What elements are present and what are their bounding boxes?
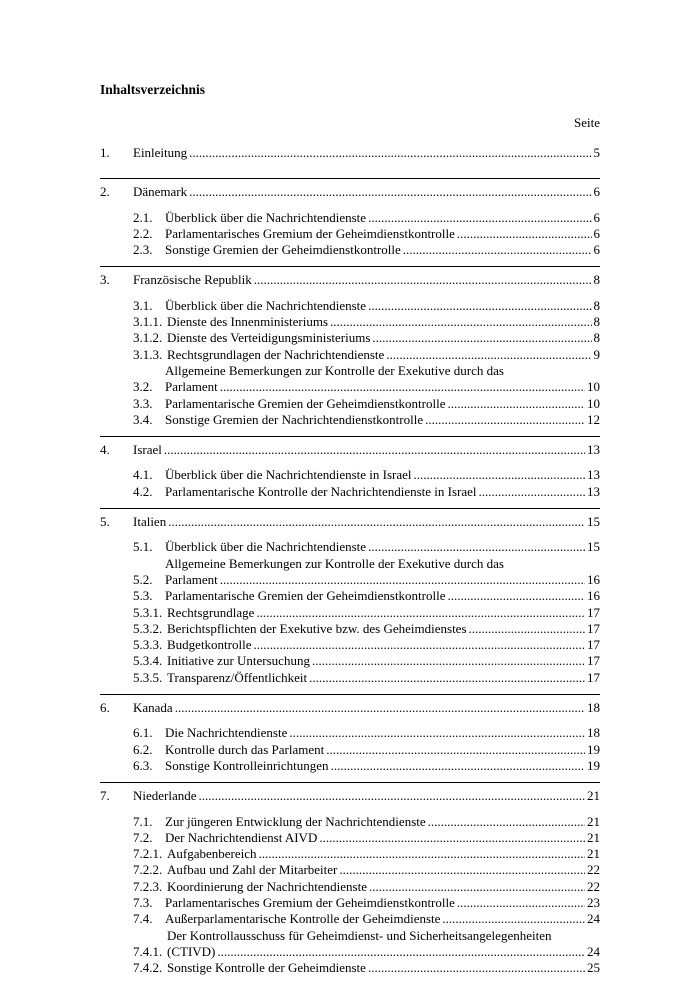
entry-page-number: 16 [587, 588, 600, 604]
dot-leader [447, 396, 585, 412]
toc-subsection-entry [133, 556, 600, 589]
entry-number: 5.3. [133, 588, 153, 604]
entry-number: 7. [100, 788, 110, 804]
toc-subsection-entry [133, 226, 600, 242]
dot-leader [442, 911, 585, 927]
entry-number: 3.1.1. [133, 314, 163, 330]
entry-body [133, 700, 600, 716]
toc-subsection-entry [133, 484, 600, 500]
entry-label: Sonstige Kontrolleinrichtungen [165, 757, 329, 773]
dot-leader [368, 960, 585, 976]
dot-leader [479, 484, 585, 500]
entry-body [165, 814, 600, 830]
entry-number: 6.3. [133, 757, 153, 773]
entry-number: 7.3. [133, 894, 153, 910]
entry-body [165, 895, 600, 911]
entry-number: 7.4. [133, 911, 153, 927]
entry-page-number: 24 [587, 943, 600, 959]
dot-leader [457, 895, 585, 911]
toc-subsection-entry [133, 314, 600, 330]
entry-body [167, 314, 600, 330]
entry-number: 3.2. [133, 379, 153, 395]
entry-body [167, 960, 600, 976]
entry-number: 5.2. [133, 571, 153, 587]
entry-number: 7.2.2. [133, 862, 163, 878]
entry-number: 7.2. [133, 829, 153, 845]
entry-page-number: 21 [587, 788, 600, 804]
entry-label: Sonstige Gremien der Nachrichtendienstkontrolle [165, 411, 424, 427]
page-column-header: Seite [574, 115, 600, 130]
entry-body [167, 653, 600, 669]
entry-number: 3.3. [133, 395, 153, 411]
toc-section [100, 508, 600, 694]
entry-number: 2.3. [133, 242, 153, 258]
dot-leader [254, 637, 586, 653]
dot-leader [368, 298, 591, 314]
entry-number: 3.1.3. [133, 346, 163, 362]
entry-body [165, 363, 600, 396]
entry-body [165, 484, 600, 500]
entry-page-number: 6 [593, 184, 600, 200]
dot-leader [414, 467, 585, 483]
entry-body [133, 145, 600, 161]
entry-page-number: 22 [587, 878, 600, 894]
toc-section-entry [100, 788, 600, 804]
dot-leader [403, 242, 592, 258]
entry-page-number: 10 [587, 395, 600, 411]
entry-number: 5.3.2. [133, 620, 163, 636]
entry-body [165, 725, 600, 741]
entry-body [167, 605, 600, 621]
entry-label: Niederlande [133, 788, 197, 804]
toc-subsection-entry [133, 210, 600, 226]
entry-body [165, 911, 600, 927]
entry-number: 4. [100, 442, 110, 458]
dot-leader [457, 226, 592, 242]
toc-subsection-entry [133, 396, 600, 412]
entry-page-number: 17 [587, 669, 600, 685]
dot-leader [199, 788, 585, 804]
toc-subsection-entry [133, 895, 600, 911]
entry-number: 2.1. [133, 209, 153, 225]
entry-label: Koordinierung der Nachrichtendienste [167, 878, 367, 894]
dot-leader [175, 700, 585, 716]
entry-page-number: 18 [587, 700, 600, 716]
entry-page-number: 19 [587, 741, 600, 757]
dot-leader [220, 379, 585, 395]
toc-subsection-entry [133, 928, 600, 961]
entry-number: 5. [100, 514, 110, 530]
entry-body [165, 226, 600, 242]
entry-number: 7.1. [133, 813, 153, 829]
entry-page-number: 6 [593, 242, 600, 258]
entry-page-number: 17 [587, 604, 600, 620]
toc-subsection-entry [133, 621, 600, 637]
entry-label: Parlamentarisches Gremium der Geheimdienstkontrolle [165, 225, 455, 241]
entry-label: Dienste des Verteidigungsministeriums [167, 330, 371, 346]
toc-subsection-entry [133, 758, 600, 774]
entry-page-number: 18 [587, 725, 600, 741]
entry-body [165, 742, 600, 758]
entry-page-number: 21 [587, 846, 600, 862]
toc-section-entry [100, 700, 600, 716]
entry-number: 7.4.2. [133, 960, 163, 976]
dot-leader [254, 272, 592, 288]
table-of-contents [100, 140, 600, 984]
entry-body [165, 588, 600, 604]
entry-body [167, 846, 600, 862]
entry-page-number: 16 [587, 571, 600, 587]
dot-leader [369, 879, 585, 895]
entry-label: Rechtsgrundlage [167, 604, 255, 620]
entry-number: 5.1. [133, 539, 153, 555]
entry-body [133, 788, 600, 804]
toc-subsection-entry [133, 830, 600, 846]
entry-number: 3.1. [133, 297, 153, 313]
dot-leader [469, 621, 585, 637]
entry-label: Israel [133, 442, 162, 458]
toc-section [100, 694, 600, 782]
dot-leader [168, 514, 585, 530]
entry-body [167, 637, 600, 653]
dot-leader [339, 862, 585, 878]
entry-page-number: 12 [587, 411, 600, 427]
entry-number: 6.2. [133, 741, 153, 757]
entry-label: Transparenz/Öffentlichkeit [167, 669, 308, 685]
toc-subsection-entry [133, 347, 600, 363]
toc-subsection-entry [133, 637, 600, 653]
entry-label: Kanada [133, 700, 173, 716]
toc-subsection-entry [133, 879, 600, 895]
entry-number: 3. [100, 272, 110, 288]
toc-subsection-entry [133, 467, 600, 483]
toc-subsection-entry [133, 412, 600, 428]
dot-leader [289, 725, 585, 741]
toc-subsection-entry [133, 298, 600, 314]
entry-page-number: 8 [593, 330, 600, 346]
toc-section [100, 266, 600, 436]
entry-body [133, 272, 600, 288]
entry-page-number: 13 [587, 442, 600, 458]
entry-label: Parlamentarische Gremien der Geheimdienstkontrolle [165, 395, 446, 411]
entry-body [167, 330, 600, 346]
dot-leader [326, 742, 585, 758]
entry-body [165, 758, 600, 774]
entry-number: 4.1. [133, 467, 153, 483]
entry-label: Dienste des Innenministeriums [167, 314, 329, 330]
dot-leader [164, 442, 585, 458]
entry-body [165, 396, 600, 412]
toc-subsection-entry [133, 588, 600, 604]
toc-subsection-entry [133, 363, 600, 396]
toc-section-entry [100, 442, 600, 458]
entry-number: 2.2. [133, 225, 153, 241]
dot-leader [259, 846, 585, 862]
entry-label: Sonstige Kontrolle der Geheimdienste [167, 960, 366, 976]
entry-page-number: 13 [587, 483, 600, 499]
entry-page-number: 17 [587, 653, 600, 669]
entry-label: Allgemeine Bemerkungen zur Kontrolle der Exekutive durch das [165, 362, 504, 378]
entry-label: Dänemark [133, 184, 188, 200]
toc-subsection-entry [133, 725, 600, 741]
dot-leader [386, 347, 591, 363]
dot-leader [330, 314, 591, 330]
entry-page-number: 10 [587, 379, 600, 395]
toc-section-entry [100, 272, 600, 288]
dot-leader [425, 412, 585, 428]
entry-label-line2: Parlament [165, 571, 218, 587]
entry-number: 5.3.4. [133, 653, 163, 669]
entry-label: Sonstige Gremien der Geheimdienstkontrolle [165, 242, 401, 258]
dot-leader [372, 330, 591, 346]
dot-leader [368, 539, 585, 555]
entry-label: Außerparlamentarische Kontrolle der Geheimdienste [165, 911, 441, 927]
entry-label: Einleitung [133, 145, 188, 160]
entry-page-number: 17 [587, 637, 600, 653]
entry-label: Initiative zur Untersuchung [167, 653, 310, 669]
entry-number: 6. [100, 700, 110, 716]
entry-label: Französische Republik [133, 272, 252, 288]
entry-label: Budgetkontrolle [167, 637, 252, 653]
entry-number: 1. [100, 145, 110, 160]
entry-label: Parlamentarische Gremien der Geheimdienstkontrolle [165, 588, 446, 604]
entry-label: Parlamentarische Kontrolle der Nachrichtendienste in Israel [165, 483, 477, 499]
entry-page-number: 8 [593, 297, 600, 313]
entry-body [133, 442, 600, 458]
entry-label: Kontrolle durch das Parlament [165, 741, 325, 757]
entry-label: Aufbau und Zahl der Mitarbeiter [167, 862, 338, 878]
entry-label: Rechtsgrundlagen der Nachrichtendienste [167, 346, 385, 362]
entry-number: 4.2. [133, 483, 153, 499]
entry-label: Allgemeine Bemerkungen zur Kontrolle der Exekutive durch das [165, 555, 504, 571]
dot-leader [312, 653, 585, 669]
entry-page-number: 19 [587, 757, 600, 773]
entry-number: 5.3.1. [133, 604, 163, 620]
toc-subsection-entry [133, 814, 600, 830]
entry-page-number: 6 [593, 209, 600, 225]
entry-label: Überblick über die Nachrichtendienste in Israel [165, 467, 412, 483]
dot-leader [189, 145, 591, 161]
entry-label: Der Kontrollausschuss für Geheimdienst- und Sicherheitsangelegenheiten [167, 927, 552, 943]
entry-label: Überblick über die Nachrichtendienste [165, 297, 367, 313]
toc-subsection-entry [133, 539, 600, 555]
toc-title: Inhaltsverzeichnis [100, 82, 206, 97]
entry-label-continuation [165, 379, 600, 395]
entry-body [165, 556, 600, 589]
toc-section-entry [100, 514, 600, 530]
dot-leader [220, 572, 585, 588]
entry-label-continuation [165, 572, 600, 588]
entry-page-number: 6 [593, 225, 600, 241]
entry-label: Überblick über die Nachrichtendienste [165, 539, 367, 555]
toc-subsection-entry [133, 670, 600, 686]
entry-page-number: 23 [587, 894, 600, 910]
toc-section [100, 140, 600, 178]
entry-page-number: 17 [587, 620, 600, 636]
entry-body [167, 621, 600, 637]
entry-body [165, 412, 600, 428]
toc-section-entry [100, 184, 600, 200]
entry-body [167, 347, 600, 363]
toc-subsection-entry [133, 330, 600, 346]
toc-section [100, 178, 600, 266]
entry-page-number: 22 [587, 862, 600, 878]
entry-body [167, 928, 600, 961]
toc-subsection-entry [133, 605, 600, 621]
dot-leader [256, 605, 585, 621]
toc-subsection-entry [133, 846, 600, 862]
entry-body [165, 298, 600, 314]
dot-leader [319, 830, 585, 846]
toc-subsection-entry [133, 242, 600, 258]
entry-page-number: 5 [593, 145, 600, 160]
toc-subsection-entry [133, 862, 600, 878]
entry-label: Berichtspflichten der Exekutive bzw. des Geheimdienstes [167, 620, 467, 636]
toc-subsection-entry [133, 653, 600, 669]
entry-number: 7.4.1. [133, 943, 163, 959]
entry-body [165, 467, 600, 483]
entry-page-number: 8 [593, 272, 600, 288]
dot-leader [428, 814, 585, 830]
entry-label-line2: (CTIVD) [167, 943, 216, 959]
entry-page-number: 25 [587, 960, 600, 976]
toc-subsection-entry [133, 742, 600, 758]
entry-number: 5.3.3. [133, 637, 163, 653]
entry-page-number: 13 [587, 467, 600, 483]
entry-page-number: 24 [587, 911, 600, 927]
entry-page-number: 21 [587, 813, 600, 829]
entry-page-number: 21 [587, 829, 600, 845]
entry-body [167, 862, 600, 878]
entry-label: Italien [133, 514, 167, 530]
entry-body [133, 184, 600, 200]
toc-section [100, 782, 600, 984]
entry-page-number: 15 [587, 514, 600, 530]
entry-label: Parlamentarisches Gremium der Geheimdienstkontrolle [165, 894, 455, 910]
toc-subsection-entry [133, 911, 600, 927]
toc-subsection-entry [133, 960, 600, 976]
entry-page-number: 9 [593, 346, 600, 362]
dot-leader [217, 944, 585, 960]
toc-section [100, 436, 600, 508]
entry-body [167, 879, 600, 895]
entry-label: Überblick über die Nachrichtendienste [165, 209, 367, 225]
entry-label-continuation [167, 944, 600, 960]
entry-number: 5.3.5. [133, 669, 163, 685]
toc-section-entry [100, 145, 600, 161]
entry-number: 7.2.1. [133, 846, 163, 862]
dot-leader [447, 588, 585, 604]
entry-body [165, 242, 600, 258]
entry-number: 3.4. [133, 411, 153, 427]
entry-label: Die Nachrichtendienste [165, 725, 288, 741]
entry-body [165, 210, 600, 226]
entry-number: 6.1. [133, 725, 153, 741]
dot-leader [309, 670, 585, 686]
entry-label: Aufgabenbereich [167, 846, 257, 862]
dot-leader [368, 210, 591, 226]
entry-body [165, 830, 600, 846]
entry-number: 7.2.3. [133, 878, 163, 894]
entry-body [133, 514, 600, 530]
entry-page-number: 15 [587, 539, 600, 555]
entry-page-number: 8 [593, 314, 600, 330]
dot-leader [189, 184, 591, 200]
entry-label: Zur jüngeren Entwicklung der Nachrichtendienste [165, 813, 426, 829]
entry-number: 3.1.2. [133, 330, 163, 346]
entry-body [167, 670, 600, 686]
entry-body [165, 539, 600, 555]
entry-label-line2: Parlament [165, 379, 218, 395]
entry-number: 2. [100, 184, 110, 200]
dot-leader [331, 758, 585, 774]
entry-label: Der Nachrichtendienst AIVD [165, 829, 318, 845]
